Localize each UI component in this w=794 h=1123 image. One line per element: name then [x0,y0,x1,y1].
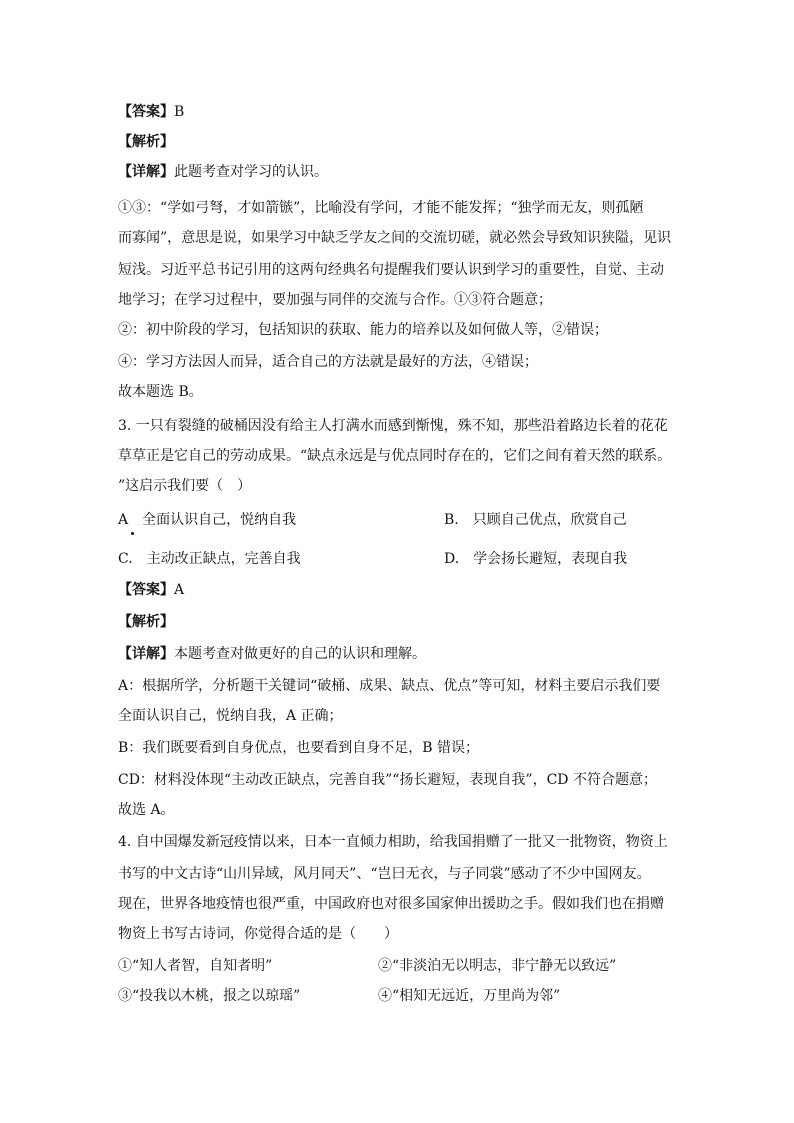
emphasis-dot [131,532,134,535]
q3-stem-line-2: 草草正是它自己的劳动成果。“缺点永远是与优点同时存在的，它们之间有着天然的联系。 [118,448,672,464]
q3-stem-line-3: ”这启示我们要（ ） [118,478,252,494]
q2-answer-label: 【答案】 [118,104,174,120]
q3-analysis-line-3: B：我们既要看到自身优点，也要看到自身不足，B 错误； [118,740,480,756]
q3-answer-value: A [174,582,185,598]
q3-option-b: B. 只顾自己优点，欣赏自己 [444,512,627,528]
q2-analysis-label: 【解析】 [118,134,174,150]
q2-conclusion: 故本题选 B。 [118,384,203,400]
q3-analysis-line-4: CD：材料没体现“主动改正缺点，完善自我”“扬长避短，表现自我”，CD 不符合题意； [118,772,657,788]
q2-analysis-line-2: 而寡闻”，意思是说，如果学习中缺乏学友之间的交流切磋，就必然会导致知识狭隘，见识 [118,230,672,246]
q4-option-1: ①“知人者智，自知者明” [118,958,273,974]
q2-detail-text: 此题考查对学习的认识。 [174,164,328,180]
q4-stem-line-4: 物资上书写古诗词，你觉得合适的是（ ） [118,926,398,942]
q3-option-d: D. 学会扬长避短，表现自我 [444,551,628,567]
q3-answer-line [118,580,678,600]
q2-answer-value: B [174,104,185,120]
q3-detail-text: 本题考查对做更好的自己的认识和理解。 [174,646,426,662]
q2-detail-label: 【详解】 [118,164,174,180]
q3-analysis-line-2: 全面认识自己，悦纳自我，A 正确； [118,708,343,724]
q3-option-c: C. 主动改正缺点，完善自我 [118,551,301,567]
q4-stem-line-2: 书写的中文古诗“山川异域，风月同天”、“岂曰无衣，与子同裳”感动了不少中国网友。 [118,866,651,882]
q3-analysis-line-1: A：根据所学，分析题干关键词“破桶、成果、缺点、优点”等可知，材料主要启示我们要 [118,678,661,694]
q4-stem-line-3: 现在，世界各地疫情也很严重，中国政府也对很多国家伸出援助之手。假如我们也在捐赠 [118,896,664,912]
q2-analysis-line-4: 地学习；在学习过程中，要加强与同伴的交流与合作。①③符合题意； [118,292,552,308]
q4-stem-line-1: 4. 自中国爆发新冠疫情以来，日本一直倾力相助，给我国捐赠了一批又一批物资，物资上 [118,834,668,850]
q2-answer-line [118,102,678,122]
q4-option-3: ③“投我以木桃，报之以琼瑶” [118,988,301,1004]
q3-answer-label: 【答案】 [118,582,174,598]
q3-analysis-label: 【解析】 [118,614,174,630]
q3-detail-label: 【详解】 [118,646,174,662]
q3-option-a: A 全面认识自己，悦纳自我 [118,512,297,528]
q4-option-2: ②“非淡泊无以明志，非宁静无以致远” [378,958,617,974]
q2-analysis-line-3: 短浅。习近平总书记引用的这两句经典名句提醒我们要认识到学习的重要性，自觉、主动 [118,262,664,278]
q2-analysis-line-1: ①③：“学如弓弩，才如箭镞”，比喻没有学问，才能不能发挥；“独学而无友，则孤陋 [118,200,644,216]
q3-conclusion: 故选 A。 [118,802,175,818]
q2-analysis-line-6: ④：学习方法因人而异，适合自己的方法就是最好的方法，④错误； [118,354,538,370]
q3-stem-line-1: 3. 一只有裂缝的破桶因没有给主人打满水而感到惭愧，殊不知，那些沿着路边长着的花花 [118,418,668,434]
q3-detail-line [118,644,678,664]
q2-analysis-line-5: ②：初中阶段的学习，包括知识的获取、能力的培养以及如何做人等，②错误； [118,322,608,338]
q4-option-4: ④“相知无远近，万里尚为邻” [378,988,561,1004]
q2-detail-line [118,162,678,182]
